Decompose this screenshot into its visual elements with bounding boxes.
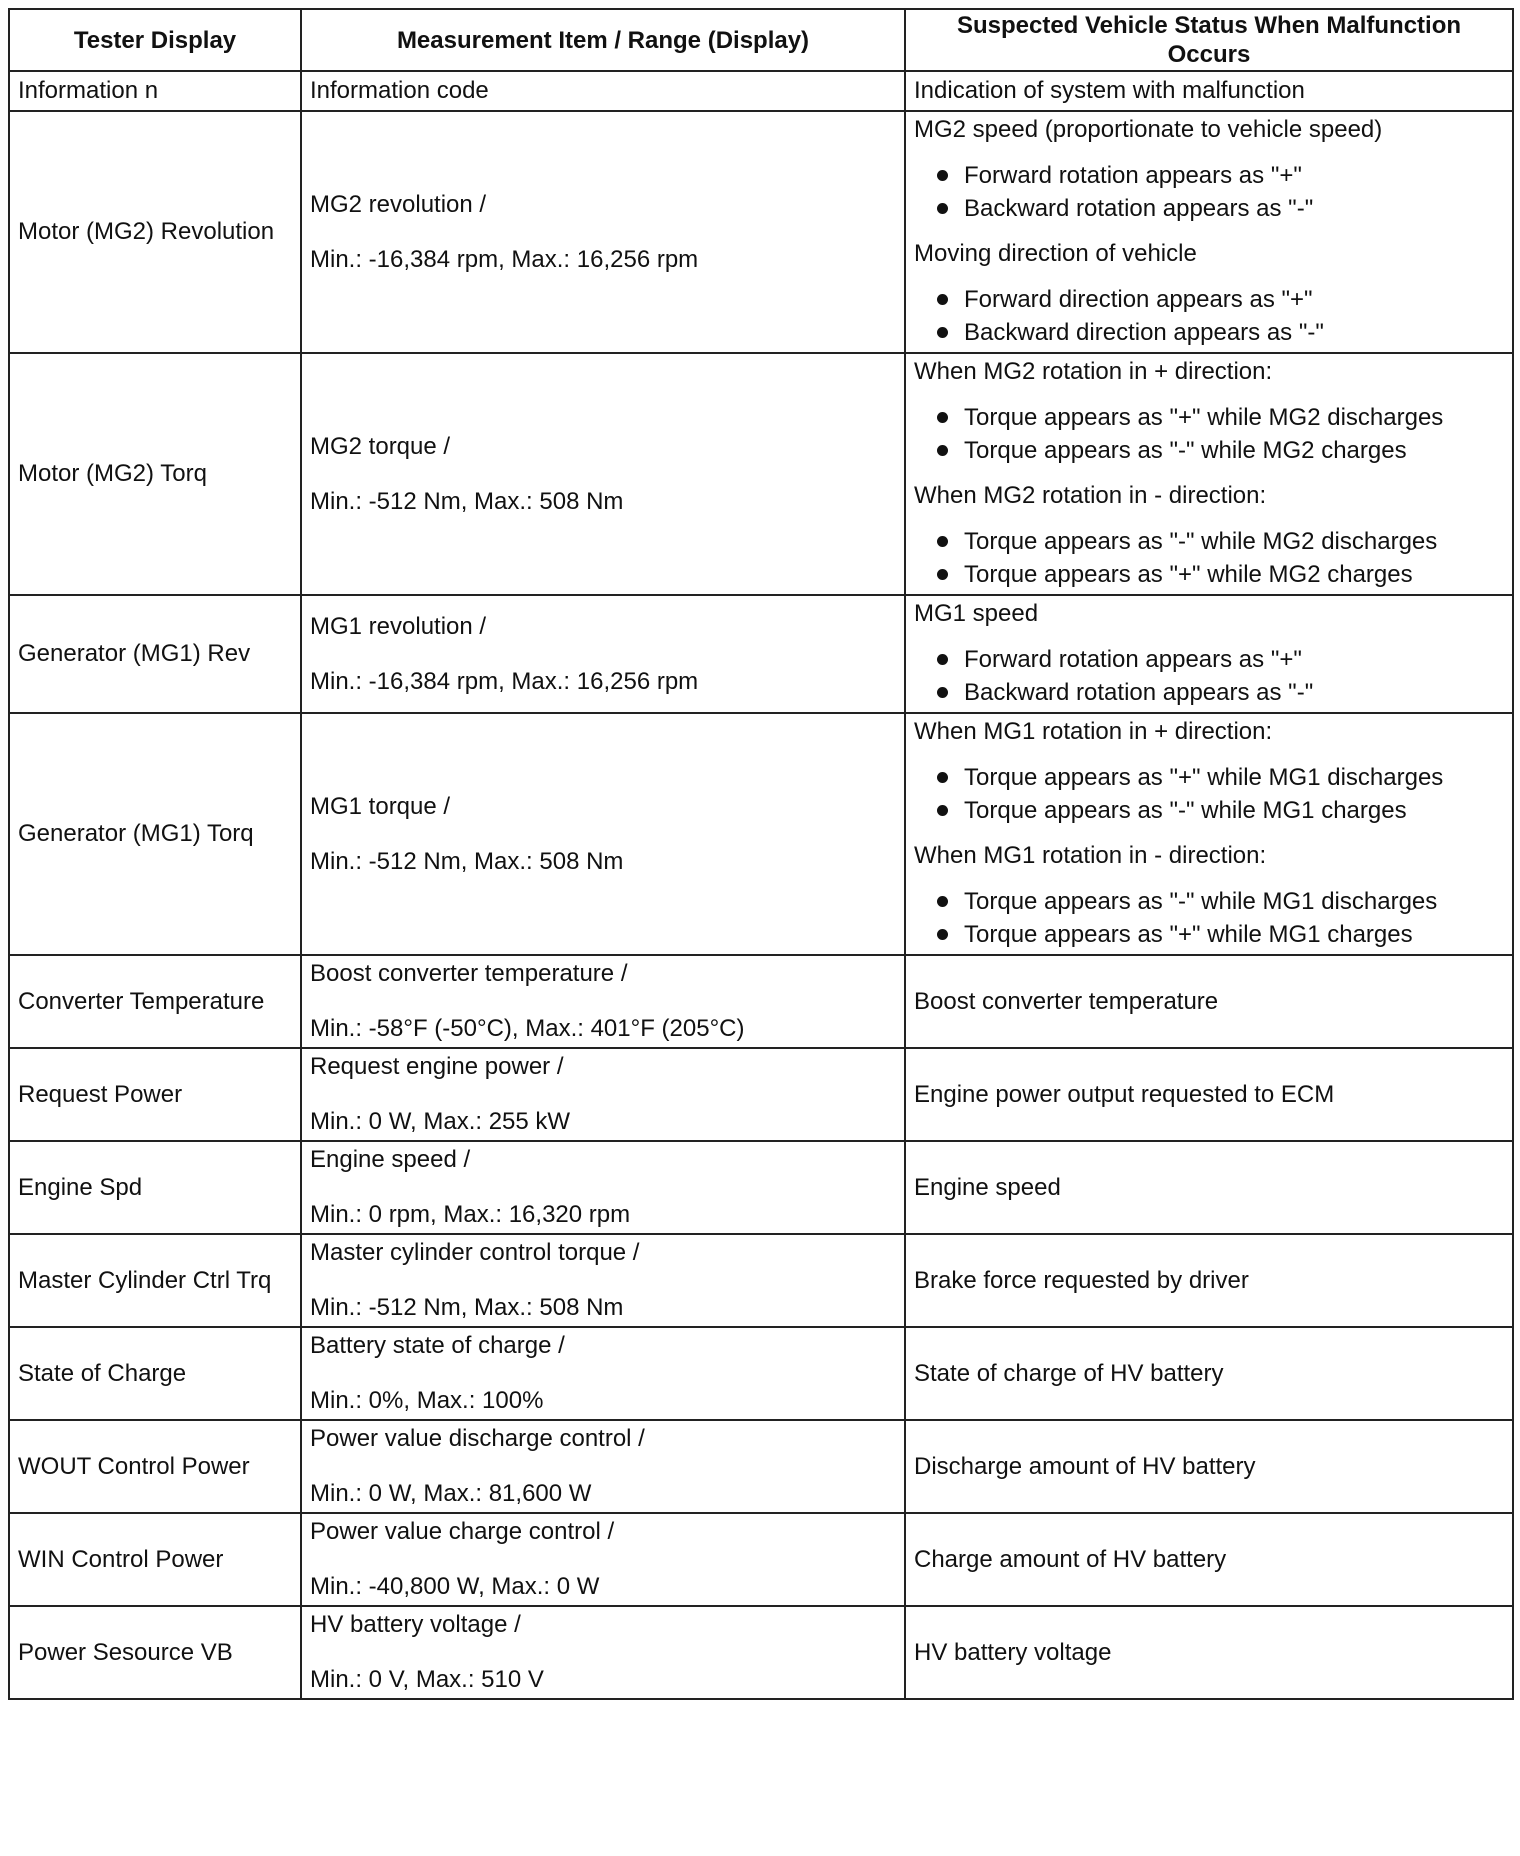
measurement-item: MG1 torque /	[310, 792, 451, 820]
spacer	[914, 871, 1504, 885]
bullet-item	[914, 558, 1504, 591]
tester-display-cell: Motor (MG2) Revolution	[9, 111, 301, 353]
measurement-item: Request engine power /	[310, 1053, 564, 1080]
bullet-text: Torque appears as "+" while MG1 charges	[964, 921, 1413, 948]
measurement-item: HV battery voltage /	[310, 1611, 521, 1638]
status-cell: Charge amount of HV battery	[905, 1513, 1513, 1606]
table-row	[9, 1234, 1513, 1327]
measurement-item: Boost converter temperature /	[310, 960, 628, 987]
tester-display-cell: Master Cylinder Ctrl Trq	[9, 1234, 301, 1327]
status-cell	[905, 713, 1513, 955]
status-heading: MG1 speed	[914, 600, 1039, 627]
measurement-item: MG1 revolution /	[310, 612, 487, 640]
tester-display-cell: Information n	[9, 71, 301, 111]
bullet-icon	[937, 805, 948, 816]
bullet-item	[914, 643, 1504, 676]
measurement-cell	[301, 1327, 905, 1420]
bullet-list	[914, 761, 1504, 827]
bullet-list	[914, 401, 1504, 467]
spacer	[310, 1175, 896, 1200]
measurement-cell	[301, 1048, 905, 1141]
spacer	[914, 269, 1504, 283]
table-row	[9, 1606, 1513, 1699]
spacer	[310, 642, 896, 667]
bullet-text: Forward rotation appears as "+"	[964, 162, 1302, 189]
bullet-list	[914, 643, 1504, 709]
bullet-icon	[937, 203, 948, 214]
measurement-item: Engine speed /	[310, 1146, 471, 1173]
bullet-icon	[937, 772, 948, 783]
bullet-text: Torque appears as "+" while MG2 discharges	[964, 404, 1444, 431]
spacer	[310, 462, 896, 487]
spacer	[310, 1454, 896, 1479]
table-row	[9, 1327, 1513, 1420]
tester-display-cell: WOUT Control Power	[9, 1420, 301, 1513]
measurement-range: Min.: 0 W, Max.: 81,600 W	[310, 1480, 592, 1507]
spacer	[310, 1640, 896, 1665]
bullet-text: Torque appears as "-" while MG1 charges	[964, 797, 1407, 824]
tester-display-cell: Generator (MG1) Torq	[9, 713, 301, 955]
bullet-icon	[937, 170, 948, 181]
bullet-list	[914, 283, 1504, 349]
bullet-item	[914, 283, 1504, 316]
bullet-text: Torque appears as "-" while MG2 discharges	[964, 528, 1438, 555]
measurement-cell	[301, 1234, 905, 1327]
tester-display-cell: WIN Control Power	[9, 1513, 301, 1606]
bullet-item	[914, 794, 1504, 827]
spacer	[914, 225, 1504, 239]
status-heading: Moving direction of vehicle	[914, 240, 1197, 267]
measurement-cell	[301, 1420, 905, 1513]
measurement-range: Min.: -16,384 rpm, Max.: 16,256 rpm	[310, 245, 699, 273]
status-cell: Indication of system with malfunction	[905, 71, 1513, 111]
bullet-icon	[937, 569, 948, 580]
table-header	[9, 9, 1513, 71]
bullet-icon	[937, 687, 948, 698]
bullet-item	[914, 918, 1504, 951]
measurement-cell	[301, 1513, 905, 1606]
measurement-range: Min.: -16,384 rpm, Max.: 16,256 rpm	[310, 667, 699, 695]
bullet-list	[914, 885, 1504, 951]
bullet-list	[914, 525, 1504, 591]
bullet-text: Torque appears as "-" while MG1 discharges	[964, 888, 1438, 915]
table-row	[9, 353, 1513, 595]
table-row	[9, 1513, 1513, 1606]
measurement-cell	[301, 595, 905, 713]
bullet-icon	[937, 536, 948, 547]
bullet-text: Backward rotation appears as "-"	[964, 195, 1314, 222]
status-cell	[905, 595, 1513, 713]
measurement-range: Min.: -58°F (-50°C), Max.: 401°F (205°C)	[310, 1015, 745, 1042]
measurement-range: Min.: 0 W, Max.: 255 kW	[310, 1108, 571, 1135]
spacer	[914, 747, 1504, 761]
status-cell: Engine power output requested to ECM	[905, 1048, 1513, 1141]
status-cell: Engine speed	[905, 1141, 1513, 1234]
bullet-item	[914, 401, 1504, 434]
spacer	[914, 467, 1504, 481]
spacer	[914, 387, 1504, 401]
status-heading: When MG1 rotation in - direction:	[914, 842, 1267, 869]
measurement-item: MG2 revolution /	[310, 190, 487, 218]
bullet-icon	[937, 896, 948, 907]
status-cell: Brake force requested by driver	[905, 1234, 1513, 1327]
status-heading: When MG1 rotation in + direction:	[914, 718, 1273, 745]
measurement-item: Information code	[310, 77, 489, 104]
spacer	[310, 1361, 896, 1386]
tester-display-cell: Engine Spd	[9, 1141, 301, 1234]
tester-display-cell: Request Power	[9, 1048, 301, 1141]
spacer	[914, 145, 1504, 159]
status-cell	[905, 111, 1513, 353]
bullet-text: Torque appears as "+" while MG2 charges	[964, 561, 1413, 588]
bullet-icon	[937, 294, 948, 305]
spacer	[914, 827, 1504, 841]
spacer	[914, 629, 1504, 643]
bullet-item	[914, 525, 1504, 558]
tester-display-cell: Generator (MG1) Rev	[9, 595, 301, 713]
document-page	[8, 8, 1512, 1700]
tester-display-cell: Converter Temperature	[9, 955, 301, 1048]
bullet-icon	[937, 412, 948, 423]
status-cell: Discharge amount of HV battery	[905, 1420, 1513, 1513]
measurement-item: Battery state of charge /	[310, 1332, 565, 1359]
bullet-text: Forward direction appears as "+"	[964, 286, 1313, 313]
bullet-text: Forward rotation appears as "+"	[964, 646, 1302, 673]
bullet-text: Backward direction appears as "-"	[964, 319, 1324, 346]
measurement-cell	[301, 353, 905, 595]
status-heading: When MG2 rotation in + direction:	[914, 358, 1273, 385]
header-row	[9, 9, 1513, 71]
table-row	[9, 111, 1513, 353]
bullet-icon	[937, 654, 948, 665]
table-row	[9, 1141, 1513, 1234]
header-measurement-item: Measurement Item / Range (Display)	[301, 9, 905, 71]
table-row	[9, 1420, 1513, 1513]
bullet-item	[914, 434, 1504, 467]
bullet-icon	[937, 327, 948, 338]
measurement-item: MG2 torque /	[310, 432, 451, 460]
measurement-cell	[301, 713, 905, 955]
measurement-item: Master cylinder control torque /	[310, 1239, 640, 1266]
spacer	[310, 1547, 896, 1572]
measurement-cell	[301, 955, 905, 1048]
measurement-cell	[301, 1606, 905, 1699]
measurement-item: Power value discharge control /	[310, 1425, 645, 1452]
data-list-table	[8, 8, 1514, 1700]
measurement-item: Power value charge control /	[310, 1518, 615, 1545]
spacer	[310, 220, 896, 245]
bullet-text: Backward rotation appears as "-"	[964, 679, 1314, 706]
table-row	[9, 1048, 1513, 1141]
tester-display-cell: State of Charge	[9, 1327, 301, 1420]
spacer	[914, 511, 1504, 525]
bullet-item	[914, 159, 1504, 192]
bullet-item	[914, 885, 1504, 918]
bullet-item	[914, 316, 1504, 349]
spacer	[310, 1082, 896, 1107]
measurement-cell	[301, 71, 905, 111]
status-cell: State of charge of HV battery	[905, 1327, 1513, 1420]
bullet-item	[914, 676, 1504, 709]
status-heading: When MG2 rotation in - direction:	[914, 482, 1267, 509]
measurement-range: Min.: -40,800 W, Max.: 0 W	[310, 1573, 600, 1600]
header-tester-display: Tester Display	[9, 9, 301, 71]
measurement-range: Min.: 0 rpm, Max.: 16,320 rpm	[310, 1201, 631, 1228]
measurement-range: Min.: -512 Nm, Max.: 508 Nm	[310, 487, 624, 515]
measurement-range: Min.: 0 V, Max.: 510 V	[310, 1666, 544, 1693]
bullet-icon	[937, 929, 948, 940]
table-body	[9, 71, 1513, 1699]
spacer	[310, 822, 896, 847]
tester-display-cell: Motor (MG2) Torq	[9, 353, 301, 595]
measurement-range: Min.: -512 Nm, Max.: 508 Nm	[310, 847, 624, 875]
tester-display-cell: Power Sesource VB	[9, 1606, 301, 1699]
measurement-cell	[301, 1141, 905, 1234]
bullet-list	[914, 159, 1504, 225]
table-row	[9, 713, 1513, 955]
status-cell	[905, 353, 1513, 595]
measurement-range: Min.: -512 Nm, Max.: 508 Nm	[310, 1294, 624, 1321]
bullet-text: Torque appears as "-" while MG2 charges	[964, 437, 1407, 464]
bullet-item	[914, 761, 1504, 794]
bullet-icon	[937, 445, 948, 456]
status-cell: Boost converter temperature	[905, 955, 1513, 1048]
table-row	[9, 595, 1513, 713]
header-suspected-status: Suspected Vehicle Status When Malfunction Occurs	[905, 9, 1513, 71]
bullet-item	[914, 192, 1504, 225]
table-row	[9, 71, 1513, 111]
bullet-text: Torque appears as "+" while MG1 discharges	[964, 764, 1444, 791]
status-heading: MG2 speed (proportionate to vehicle speed)	[914, 116, 1383, 143]
status-cell: HV battery voltage	[905, 1606, 1513, 1699]
measurement-range: Min.: 0%, Max.: 100%	[310, 1387, 544, 1414]
spacer	[310, 989, 896, 1014]
spacer	[310, 1268, 896, 1293]
measurement-cell	[301, 111, 905, 353]
table-row	[9, 955, 1513, 1048]
